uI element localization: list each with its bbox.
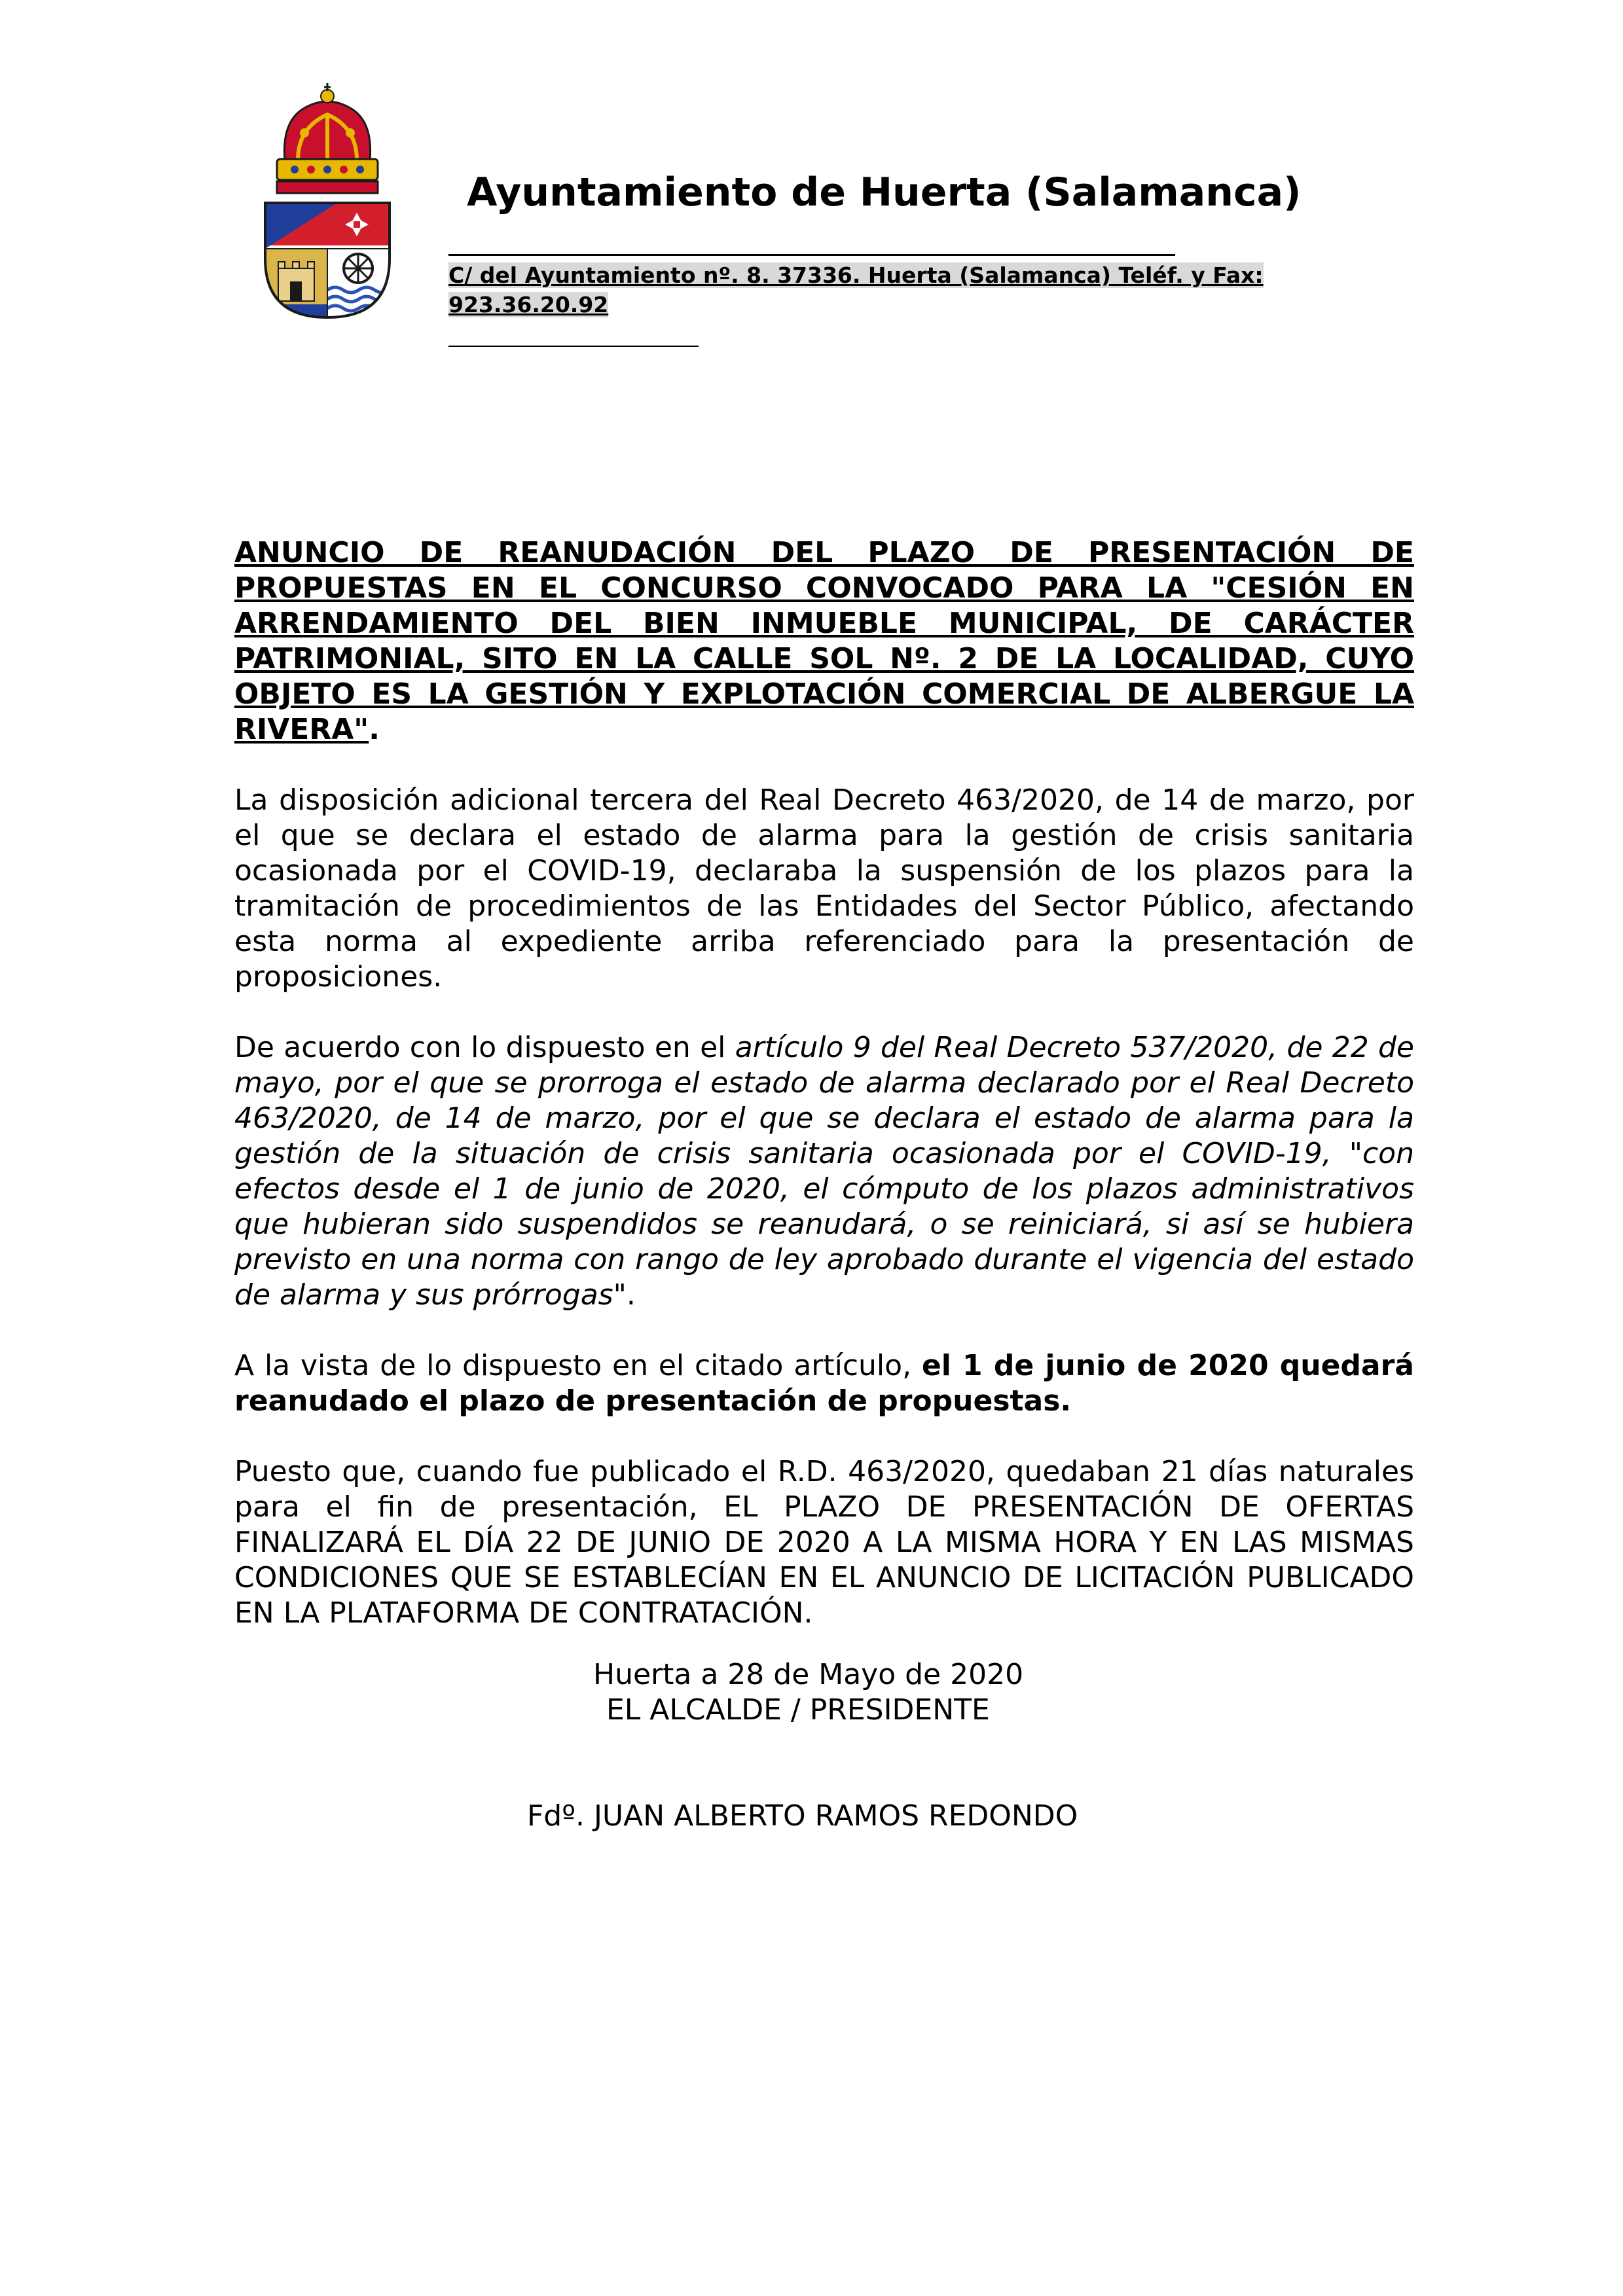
signature-name: Fdº. JUAN ALBERTO RAMOS REDONDO — [527, 1799, 1078, 1833]
shield-icon — [265, 203, 390, 321]
signature-place-date: Huerta a 28 de Mayo de 2020 — [593, 1658, 1024, 1691]
paragraph-3-emphasis: el 1 de junio de 2020 quedará reanudado el plazo de presentación de propuestas. — [234, 1349, 1414, 1418]
signature-role: EL ALCALDE / PRESIDENTE — [606, 1693, 990, 1727]
paragraph-2 — [234, 1030, 1414, 1313]
signature-block — [234, 1657, 1414, 1834]
header-rule-bottom — [448, 346, 699, 347]
announcement-heading-text: ANUNCIO DE REANUDACIÓN DEL PLAZO DE PRESENTACIÓN DE PROPUESTAS EN EL CONCURSO CONVOCADO PARA LA "CESIÓN EN ARRENDAMIENTO DEL BIEN INMUEBLE MUNICIPAL, DE CARÁCTER PATRIMONIAL, SITO EN LA CALLE SOL Nº. 2 DE LA LOCALIDAD, CUYO OBJETO ES LA GESTIÓN Y EXPLOTACIÓN COMERCIAL DE ALBERGUE LA RIVERA" — [234, 536, 1414, 746]
paragraph-2-end: ". — [613, 1278, 636, 1312]
paragraph-2-intro: De acuerdo con lo dispuesto en el — [234, 1031, 735, 1064]
organization-title: Ayuntamiento de Huerta (Salamanca) — [467, 170, 1302, 215]
announcement-heading-end: . — [369, 713, 380, 746]
announcement-heading — [234, 535, 1414, 747]
paragraph-2-citation: artículo 9 del Real Decreto 537/2020, de 22 de mayo, por el que se prorroga el estado de alarma declarado por el Real Decreto 463/2020, de 14 de marzo, por el que se declara el estado de alarma para la gestión de la situación de crisis sanitaria ocasionada por el COVID-19, "con efectos desde el 1 de junio de 2020, el cómputo de los plazos administrativos que hubieran sido suspendidos se reanudará, o se reiniciará, si así se hubiera previsto en una norma con rango de ley aprobado durante el vigencia del estado de alarma y sus prórrogas — [234, 1031, 1414, 1312]
paragraph-1: La disposición adicional tercera del Real Decreto 463/2020, de 14 de marzo, por el que se declara el estado de alarma para la gestión de crisis sanitaria ocasionada por el COVID-19, declaraba la suspensión de los plazos para la tramitación de procedimientos de las Entidades del Sector Público, afectando esta norma al expediente arriba referenciado para la presentación de proposiciones. — [234, 783, 1414, 994]
announcement-body — [234, 535, 1414, 1834]
paragraph-3 — [234, 1348, 1414, 1419]
paragraph-4: Puesto que, cuando fue publicado el R.D. 463/2020, quedaban 21 días naturales para el fin de presentación, EL PLAZO DE PRESENTACIÓN DE OFERTAS FINALIZARÁ EL DÍA 22 DE JUNIO DE 2020 A LA MISMA HORA Y EN LAS MISMAS CONDICIONES QUE SE ESTABLECÍAN EN EL ANUNCIO DE LICITACIÓN PUBLICADO EN LA PLATAFORMA DE CONTRATACIÓN. — [234, 1455, 1414, 1630]
coat-of-arms-logo — [259, 82, 396, 321]
crown-icon — [277, 83, 378, 193]
organization-address — [448, 260, 1293, 319]
paragraph-3-intro: A la vista de lo dispuesto en el citado artículo, — [234, 1349, 922, 1382]
address-text: C/ del Ayuntamiento nº. 8. 37336. Huerta (Salamanca) Teléf. y Fax: 923.36.20.92 — [448, 262, 1264, 317]
header-rule-top — [448, 254, 1175, 256]
